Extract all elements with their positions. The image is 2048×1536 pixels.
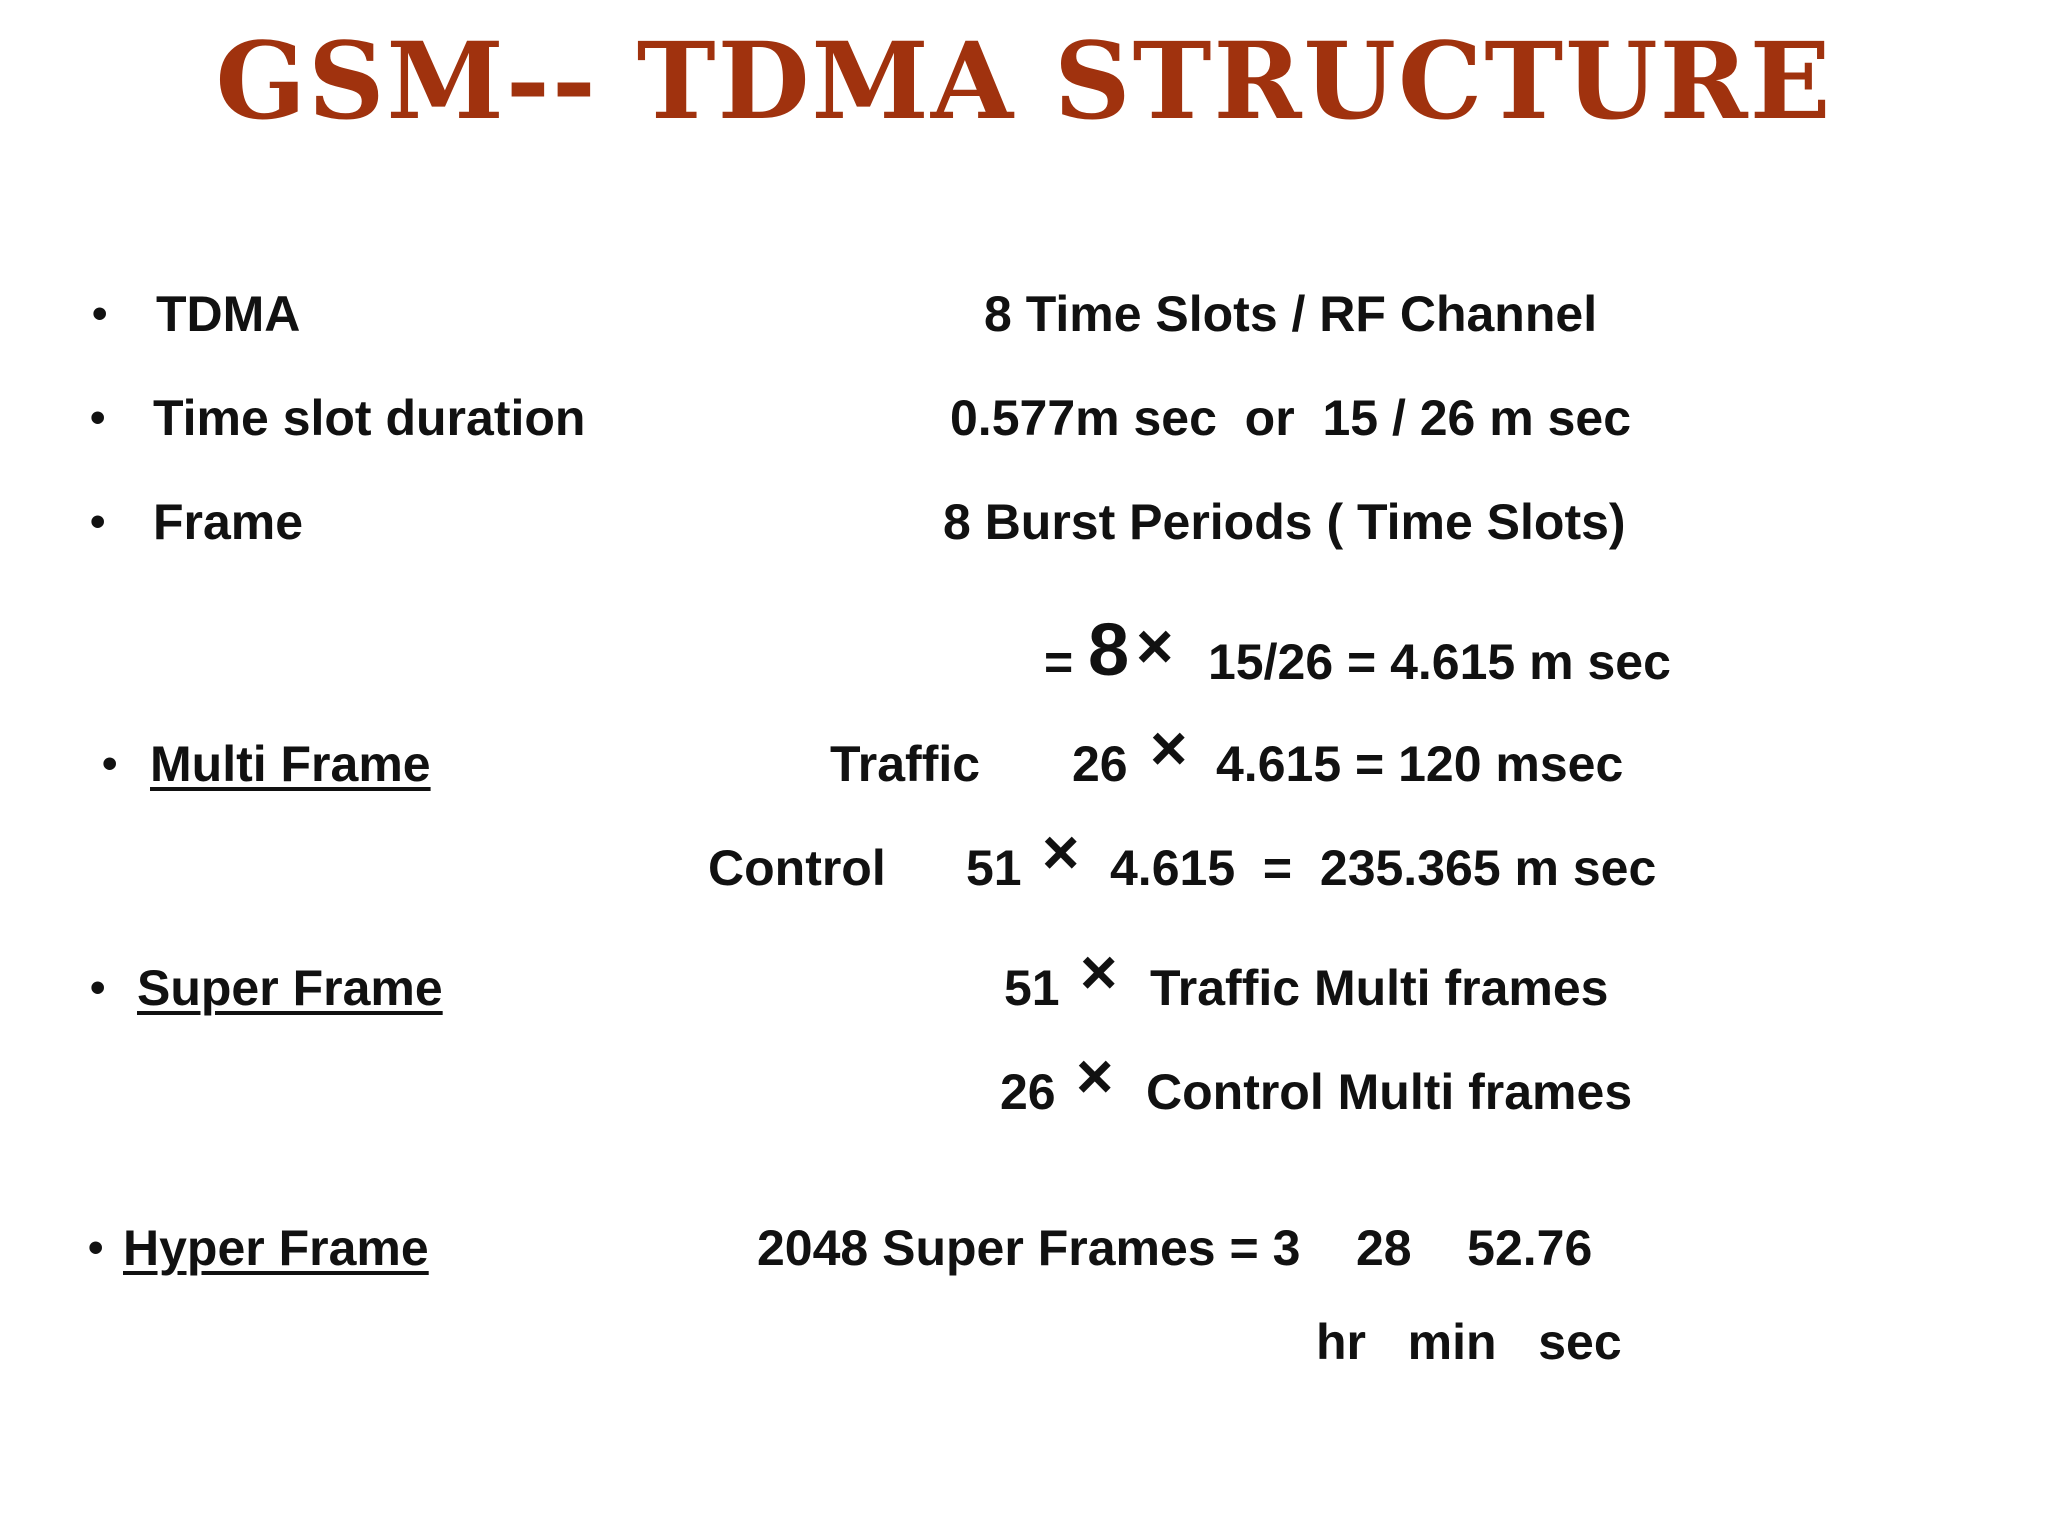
bullet-dot: •: [90, 497, 106, 546]
multiply-icon: ×: [1150, 712, 1188, 784]
superframe-traffic-text: Traffic Multi frames: [1150, 960, 1609, 1016]
multiframe-control-label: Control: [708, 840, 886, 896]
superframe-control-text: Control Multi frames: [1146, 1064, 1633, 1120]
multiply-icon: ×: [1042, 816, 1080, 888]
multiply-icon: ×: [1136, 610, 1174, 682]
frame-label: Frame: [153, 494, 304, 550]
tdma-label: TDMA: [156, 286, 301, 342]
bullet-dot: •: [90, 963, 106, 1012]
superframe-control-count: 26: [1000, 1064, 1056, 1120]
frame-value: 8 Burst Periods ( Time Slots): [943, 494, 1626, 550]
hyperframe-units: hr min sec: [1316, 1314, 1622, 1370]
tdma-value: 8 Time Slots / RF Channel: [984, 286, 1598, 342]
multiply-icon: ×: [1080, 936, 1118, 1008]
hyperframe-label: Hyper Frame: [123, 1220, 429, 1276]
frame-calc-equals: =: [1044, 634, 1074, 690]
superframe-traffic-count: 51: [1004, 960, 1060, 1016]
multiframe-control-count: 51: [966, 840, 1022, 896]
timeslot-label: Time slot duration: [153, 390, 586, 446]
multiply-icon: ×: [1076, 1040, 1114, 1112]
slide-title: GSM-- TDMA STRUCTURE: [215, 18, 1833, 143]
bullet-dot: •: [92, 289, 108, 338]
timeslot-value: 0.577m sec or 15 / 26 m sec: [950, 390, 1632, 446]
frame-calc-result: 15/26 = 4.615 m sec: [1208, 634, 1671, 690]
bullet-dot: •: [90, 393, 106, 442]
hyperframe-value: 2048 Super Frames = 3 28 52.76: [757, 1220, 1593, 1276]
multiframe-control-result: 4.615 = 235.365 m sec: [1110, 840, 1657, 896]
bullet-dot: •: [88, 1223, 104, 1272]
bullet-dot: •: [102, 739, 118, 788]
superframe-label: Super Frame: [137, 960, 443, 1016]
frame-calc-eight: 8: [1088, 608, 1130, 691]
multiframe-traffic-result: 4.615 = 120 msec: [1216, 736, 1624, 792]
multiframe-label: Multi Frame: [150, 736, 431, 792]
multiframe-traffic-count: 26: [1072, 736, 1128, 792]
multiframe-traffic-label: Traffic: [830, 736, 981, 792]
